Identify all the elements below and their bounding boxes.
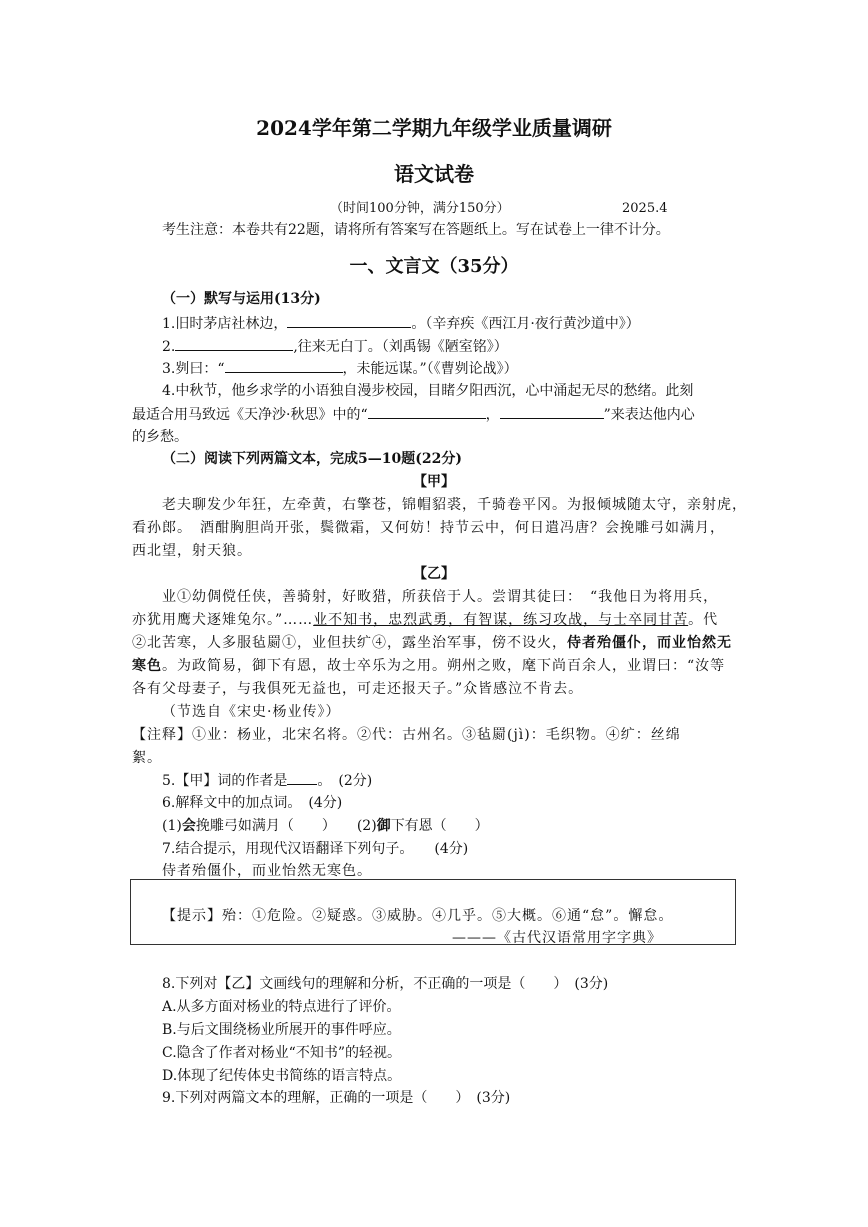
- text-yi-label: 【乙】: [413, 566, 455, 582]
- text-jia-line-3: 西北望，射天狼。: [132, 543, 252, 559]
- answer-blank: [225, 357, 343, 373]
- text-yi-note-2: 絮。: [132, 750, 162, 766]
- text-yi-line-1: 业①幼倜傥任侠，善骑射，好畋猎，所获倍于人。尝谓其徒曰： “我他日为将用兵，: [162, 589, 719, 605]
- answer-blank: [500, 403, 604, 419]
- q6-item1-rest: 挽雕弓如满月（ ） (2): [195, 818, 377, 834]
- answer-blank: [368, 403, 486, 419]
- yi-l4-text-b: 。为政简易，御下有恩，故士卒乐为之用。朔州之败，麾下尚百余人，业谓曰：“汝等: [162, 658, 726, 674]
- question-8-option-d: D.体现了纪传体史书简练的语言特点。: [162, 1068, 402, 1084]
- underlined-sentence: 业不知书，忠烈武勇，有智谋，练习攻战，与士卒同甘苦: [313, 612, 689, 628]
- answer-blank: [175, 335, 293, 351]
- text-yi-note-1: 【注释】①业：杨业，北宋名将。②代：古州名。③毡罽(jì)：毛织物。④纩：丝绵: [132, 727, 681, 743]
- bold-sentence-end: 寒色: [132, 658, 162, 674]
- question-7-sentence: 侍者殆僵仆，而业怡然无寒色。: [162, 863, 372, 879]
- text-jia-label: 【甲】: [413, 474, 455, 490]
- text-jia-line-1: 老夫聊发少年狂，左牵黄，右擎苍，锦帽貂裘，千骑卷平冈。为报倾城随太守，亲射虎，: [162, 497, 747, 513]
- question-8: 8.下列对【乙】文画线句的理解和分析，不正确的一项是（ ） (3分): [162, 976, 609, 992]
- text-yi-line-5: 各有父母妻子，与我俱死无益也，可走还报天子。”众皆感泣不肯去。: [132, 681, 584, 697]
- question-4-line-1: 4.中秋节，他乡求学的小语独自漫步校园，目睹夕阳西沉，心中涌起无尽的愁绪。此刻: [162, 383, 694, 399]
- q6-dotted-word-1: 会: [181, 818, 196, 834]
- question-7: 7.结合提示，用现代汉语翻译下列句子。 (4分): [162, 841, 469, 857]
- exam-date: 2025.4: [622, 201, 668, 216]
- question-2: [162, 335, 508, 358]
- answer-blank: [287, 312, 411, 328]
- question-8-option-b: B.与后文围绕杨业所展开的事件呼应。: [162, 1022, 401, 1038]
- yi-l3-text-a: ②北苦寒，人多服毡罽①，业但扶纩④，露坐治军事，傍不设火，: [132, 635, 567, 651]
- q6-item2-rest: 下有恩（ ）: [390, 818, 489, 834]
- answer-blank: [287, 769, 317, 785]
- hint-source: ———《古代汉语常用字字典》: [452, 930, 662, 946]
- part2-heading: （二）阅读下列两篇文本，完成5—10题(22分): [162, 451, 462, 467]
- yi-l2-text-a: 亦犹用鹰犬逐雉兔尔。”……: [132, 612, 314, 628]
- question-3: [162, 357, 518, 380]
- text-yi-line-3: [132, 632, 732, 654]
- question-1: [162, 312, 640, 335]
- exam-notice: 考生注意：本卷共有22题，请将所有答案写在答题纸上。写在试卷上一律不计分。: [162, 222, 670, 238]
- q5-text-a: 5.【甲】词的作者是: [162, 773, 288, 789]
- question-4-line-2: [132, 403, 695, 426]
- question-6: 6.解释文中的加点词。 (4分): [162, 795, 343, 811]
- text-jia-line-2: 看孙郎。 酒酣胸胆尚开张，鬓微霜，又何妨！持节云中，何日遣冯唐？会挽雕弓如满月，: [132, 520, 725, 536]
- question-5: [162, 769, 372, 792]
- text-yi-line-2: [132, 609, 718, 631]
- exam-subtitle: 语文试卷: [394, 162, 474, 186]
- hint-text: 【提示】殆：①危险。②疑惑。③威胁。④几乎。⑤大概。⑥通“怠”。懈怠。: [162, 908, 674, 924]
- q1-text-a: 1.旧时茅店社林边，: [162, 316, 288, 332]
- part1-heading: （一）默写与运用(13分): [162, 291, 321, 307]
- q3-text-b: ，未能远谋。”（《曹刿论战》）: [342, 361, 518, 377]
- q4-text-a: 最适合用马致远《天净沙·秋思》中的“: [132, 407, 368, 423]
- q4-text-b: ，: [485, 407, 500, 423]
- q1-text-b: 。（辛弃疾《西江月·夜行黄沙道中》）: [411, 316, 640, 332]
- q2-text-a: 2.: [162, 339, 176, 355]
- exam-time-score: （时间100分钟，满分150分）: [330, 201, 510, 216]
- q6-dotted-word-2: 御: [376, 818, 391, 834]
- question-4-line-3: 的乡愁。: [132, 429, 188, 445]
- q2-text-b: ,往来无白丁。（刘禹锡《陋室铭》）: [293, 339, 508, 355]
- q4-text-c: ”来表达他内心: [603, 407, 695, 423]
- section-title: 一、文言文（35分）: [349, 256, 519, 277]
- bold-sentence: 侍者殆僵仆，而业怡然无: [567, 635, 732, 651]
- exam-title: 2024学年第二学期九年级学业质量调研: [256, 116, 612, 140]
- q6-item1-num: (1): [162, 818, 182, 834]
- question-8-option-c: C.隐含了作者对杨业“不知书”的轻视。: [162, 1045, 401, 1061]
- text-yi-line-4: [132, 655, 725, 677]
- question-9: 9.下列对两篇文本的理解，正确的一项是（ ） (3分): [162, 1090, 511, 1106]
- yi-l2-text-b: 。代: [688, 612, 719, 628]
- question-6-items: [162, 815, 489, 837]
- question-8-option-a: A.从多方面对杨业的特点进行了评价。: [162, 999, 401, 1015]
- q5-text-b: 。 (2分): [317, 773, 373, 789]
- text-yi-source: （节选自《宋史·杨业传》）: [162, 704, 341, 720]
- q3-text-a: 3.刿曰：“: [162, 361, 225, 377]
